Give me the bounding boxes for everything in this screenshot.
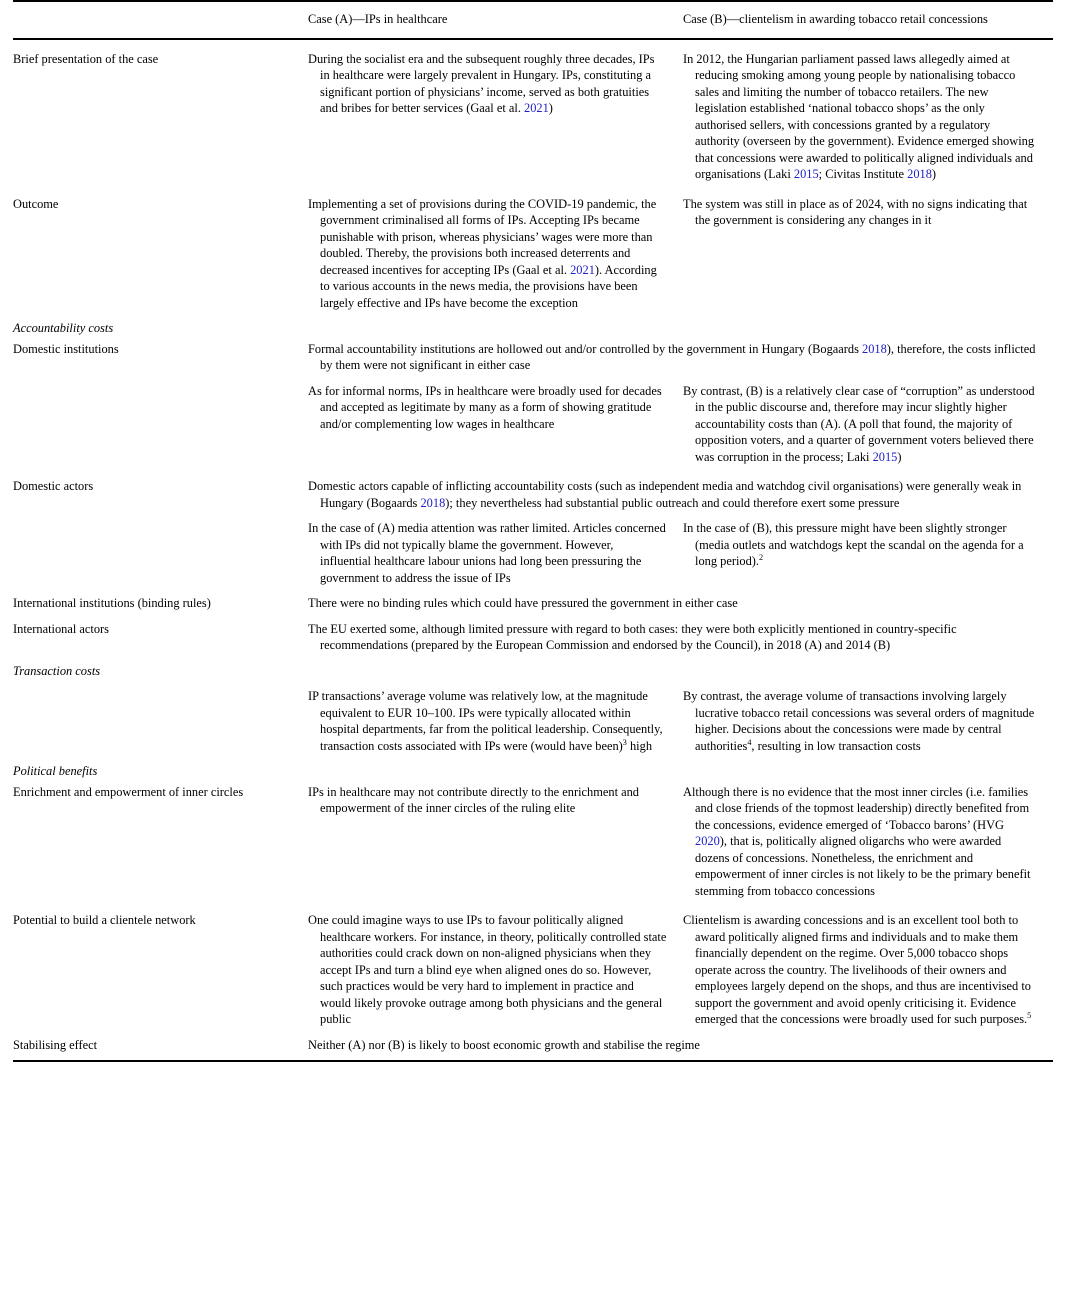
row-label-empty [13,518,308,588]
footnote-marker[interactable]: 5 [1027,1010,1032,1020]
cell-outcome-case-b [683,194,1053,314]
cell-empty [308,761,683,782]
row-label-enrichment: Enrichment and empowerment of inner circles [13,784,244,799]
citation-year-link[interactable]: 2018 [420,495,446,510]
text-segment: Clientelism is awarding concessions and is an excellent tool both to award politically aligned firms and individuals and to make them financially dependent on the regime. Over 5,000 tobacco shops operate across the country. The livelihoods of their owners and employees largely depend on the shops, and thus are incentivised to support the government and avoid openly criticising it. Evidence emerged that the concessions were broadly used for such purposes. [683,913,1031,1026]
section-header-row [13,318,1053,339]
cell-stabilising-effect-span [308,1035,1053,1056]
cell-domestic-actors-case-a [308,518,683,588]
table-header [13,1,1053,39]
cell-enrichment-case-b [683,782,1053,902]
cell-brief-presentation-case-a [308,49,683,185]
text-segment: Although there is no evidence that the most inner circles (i.e. families and close friends of the topmost leadership) directly benefited from the concessions, evidence emerged of ‘Tobacco barons’ (HVG [683,784,1030,832]
citation-year-link[interactable]: 2018 [907,167,932,181]
row-label-domestic-actors: Domestic actors [13,479,94,493]
table-row [13,339,1053,376]
paragraph: One could imagine ways to use IPs to favour politically aligned healthcare workers. For instance, in theory, politically controlled state authorities could crack down on non-aligned physicians when they accept IPs and turn a blind eye when aligned ones do so. However, such practices would be very hard to implement in practice and would likely provoke outrage among both physicians and the general public [308,913,667,1026]
cell-domestic-actors-case-b [683,518,1053,588]
spacer [13,185,1053,194]
citation-year-link[interactable]: 2015 [872,449,898,464]
table-row [13,910,1053,1030]
text-segment: IP transactions’ average volume was relatively low, at the magnitude equivalent to EUR 10–100. IPs were typically allocated within hospital departments, far from the political leadership. Consequently, transaction costs associated with IPs were (would have been) [308,689,663,753]
paragraph: The system was still in place as of 2024, with no signs indicating that the government is considering any changes in it [683,196,1028,227]
header-row [13,2,1053,38]
table-row [13,518,1053,588]
row-label-brief-presentation: Brief presentation of the case [13,51,159,66]
paragraph [308,196,667,312]
row-label-domestic-institutions: Domestic institutions [13,341,119,356]
footnote-marker[interactable]: 2 [759,552,764,562]
header-case-b: Case (B)—clientelism in awarding tobacco retail concessions [683,12,988,26]
paragraph [683,912,1037,1028]
paragraph: The EU exerted some, although limited pressure with regard to both cases: they were both explicitly mentioned in country-specific recommendations (prepared by the European Commission and endorsed by the Council), in 2018 (A) and 2014 (B) [308,621,957,652]
table-body [13,39,1053,1063]
spacer [13,901,1053,910]
paragraph: As for informal norms, IPs in healthcare were broadly used for decades and accepted as legitimate by many as a form of showing gratitude and/or complementing low wages in healthcare [308,383,662,431]
text-segment: ) [897,449,902,464]
footnote-marker[interactable]: 4 [747,737,752,747]
cell-international-institutions-span [308,593,1053,614]
cell-empty [683,661,1053,682]
row-label-stabilising-effect: Stabilising effect [13,1037,98,1052]
cell-domestic-institutions-span [308,339,1053,376]
section-header-row [13,661,1053,682]
table-row [13,1035,1053,1056]
cell-transaction-costs-case-a [308,686,683,756]
text-segment: ), that is, politically aligned oligarchs who were awarded dozens of concessions. Nonetheless, the enrichment and empowerment of inner circles is not likely to be the primary benefit stemming from tobacco concessions [695,834,1031,898]
row-label-empty [13,686,308,756]
row-label-empty [13,381,308,468]
table-row [13,593,1053,614]
cell-empty [308,661,683,682]
text-segment: During the socialist era and the subsequent roughly three decades, IPs in healthcare were largely prevalent in Hungary. IPs, constituting a significant portion of physicians’ income, served as both gratuities and bribes for better services (Gaal et al. [308,51,655,115]
header-blank [13,2,308,38]
paragraph [308,51,667,117]
cell-clientele-network-case-b [683,910,1053,1030]
cell-transaction-costs-case-b [683,686,1053,756]
table-row [13,686,1053,756]
table-row [13,194,1053,314]
row-label-international-actors: International actors [13,621,109,636]
comparison-table [13,0,1053,1062]
citation-year-link[interactable]: 2015 [793,167,819,181]
cell-empty [683,318,1053,339]
citation-year-link[interactable]: 2021 [570,262,595,277]
text-segment: ) [931,167,937,181]
cell-outcome-case-a [308,194,683,314]
paragraph [683,520,1037,570]
paragraph [308,688,667,754]
paragraph: Neither (A) nor (B) is likely to boost economic growth and stabilise the regime [308,1037,700,1052]
paragraph: IPs in healthcare may not contribute directly to the enrichment and empowerment of the inner circles of the ruling elite [308,784,639,815]
cell-international-actors-span [308,619,1053,656]
table-row [13,476,1053,513]
text-segment: ) [548,101,553,115]
row-label-outcome: Outcome [13,196,59,211]
text-segment: ; Civitas Institute [818,167,908,181]
cell-domestic-institutions-case-b [683,381,1053,468]
citation-year-link[interactable]: 2018 [862,341,887,356]
paragraph: In the case of (A) media attention was rather limited. Articles concerned with IPs did not typically blame the government. However, influential healthcare labour unions had long been pressuring the government to address the issue of IPs [308,521,666,585]
paragraph [308,478,1037,511]
text-segment: Implementing a set of provisions during the COVID-19 pandemic, the government criminalised all forms of IPs. Accepting IPs became punishable with prison, whereas physicians’ wages were more than doubled. Thereby, the provisions both increased deterrents and decreased incentives for accepting IPs (Gaal et al. [308,196,657,277]
citation-year-link[interactable]: 2020 [695,834,720,848]
spacer [13,39,1053,49]
section-header-row [13,761,1053,782]
footnote-marker[interactable]: 3 [622,737,627,747]
text-segment: By contrast, the average volume of transactions involving largely lucrative tobacco retail concessions was several orders of magnitude higher. Decisions about the concessions were made by central authorities [683,689,1035,753]
row-label-clientele-network: Potential to build a clientele network [13,913,196,927]
rule-bottom [13,1061,1053,1062]
cell-clientele-network-case-a [308,910,683,1030]
text-segment: By contrast, (B) is a relatively clear case of “corruption” as understood in the public discourse and, therefore may incur slightly higher accountability costs than (A). (A poll that found, the majority of opposition voters, and a quarter of government voters believed there was corruption in the process; Laki [683,383,1035,464]
paragraph [308,341,1037,374]
cell-brief-presentation-case-b [683,49,1053,185]
section-header-accountability-costs: Accountability costs [13,321,114,335]
text-segment: , resulting in low transaction costs [751,738,921,753]
text-segment: In 2012, the Hungarian parliament passed laws allegedly aimed at reducing smoking among young people by nationalising tobacco sales and limiting the number of tobacco retailers. The new legislation established ‘national tobacco shops’ as the only authorised sellers, with concessions granted by a regulatory authority (overseen by the government). Evidence emerged showing that concessions were awarded to politically aligned individuals and organisations (Laki [683,51,1035,181]
table-row [13,49,1053,185]
table-row [13,381,1053,468]
paragraph [683,383,1037,466]
cell-domestic-institutions-case-a [308,381,683,468]
table-row [13,782,1053,902]
row-label-international-institutions: International institutions (binding rules) [13,596,211,610]
table-row [13,619,1053,656]
paragraph [683,688,1037,754]
paragraph [683,784,1037,900]
header-case-a: Case (A)—IPs in healthcare [308,12,448,26]
citation-year-link[interactable]: 2021 [524,101,549,115]
text-segment: ); they nevertheless had substantial public outreach and could therefore exert some pressure [445,495,900,510]
paragraph [683,51,1037,183]
text-segment: Formal accountability institutions are hollowed out and/or controlled by the government in Hungary (Bogaards [308,341,863,356]
text-segment: ), therefore, the costs inflicted by them were not significant in either case [320,341,1036,372]
spacer [13,467,1053,476]
text-segment: Domestic actors capable of inflicting accountability costs (such as independent media and watchdog civil organisations) were generally weak in Hungary (Bogaards [308,479,1022,510]
cell-domestic-actors-span [308,476,1053,513]
section-header-political-benefits: Political benefits [13,764,98,778]
paragraph: There were no binding rules which could have pressured the government in either case [308,596,738,610]
text-segment: high [626,738,653,753]
cell-empty [308,318,683,339]
text-segment: ). According to various accounts in the news media, the provisions have been largely effective and IPs have become the exception [320,262,657,310]
cell-empty [683,761,1053,782]
cell-enrichment-case-a [308,782,683,902]
section-header-transaction-costs: Transaction costs [13,663,101,678]
text-segment: In the case of (B), this pressure might have been slightly stronger (media outlets and watchdogs kept the scandal on the agenda for a long period). [683,521,1024,568]
